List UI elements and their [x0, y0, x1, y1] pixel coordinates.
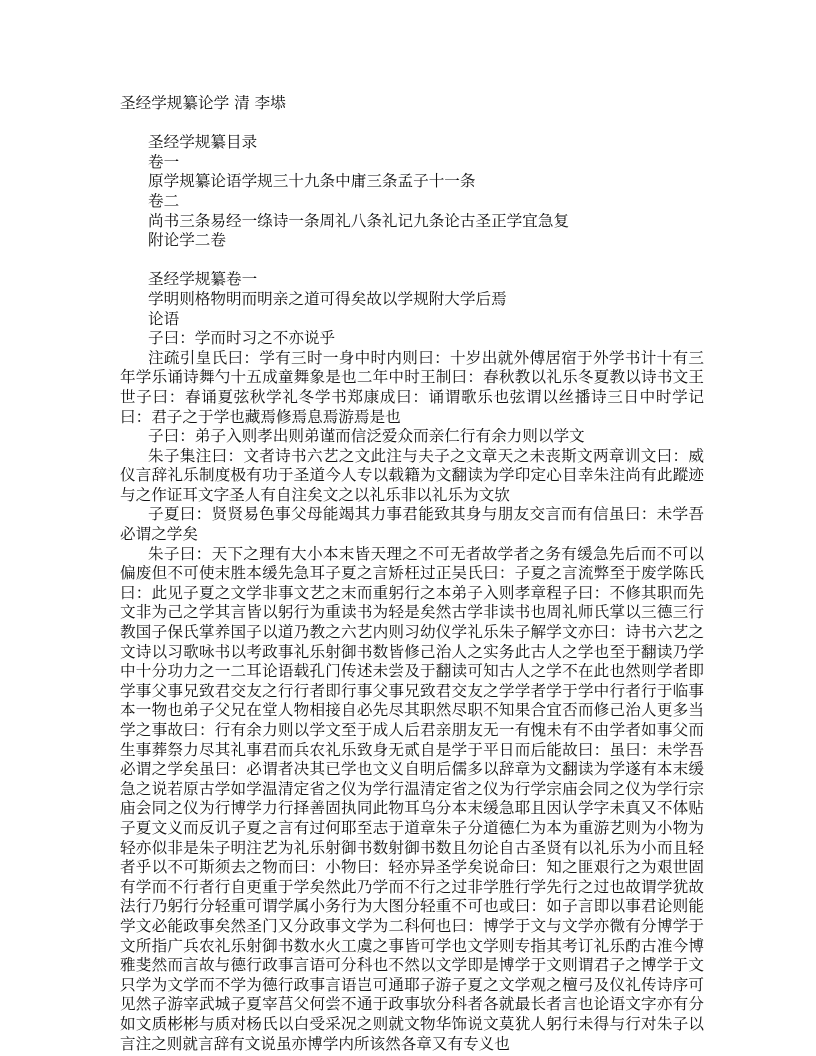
toc-line: 附论学二卷	[148, 231, 226, 250]
document-title: 圣经学规纂论学 清 李塨	[120, 94, 286, 112]
toc-line: 卷二	[148, 191, 180, 210]
volume-heading: 圣经学规纂卷一	[148, 270, 258, 289]
document-page	[120, 94, 704, 1054]
toc-line: 卷一	[148, 152, 180, 171]
paragraph: 子曰：学而时习之不亦说乎	[148, 329, 336, 348]
paragraph: 朱子曰：天下之理有大小本末皆天理之不可无者故学者之务有缓急先后而不可以偏废但不可使末胜本缓先急耳子夏之言矫枉过正吴氏曰：子夏之言流弊至于废学陈氏曰：此见子夏之文学非事文艺之末而重躬行之本弟子入则孝章程子曰：不修其职而先文非为己之学其言皆以躬行为重读书为轻是矣然古学非读书也周礼师氏掌以三德三行教国子保氏掌养国子以道乃教之六艺内则习幼仪学礼乐朱子解学文亦曰：诗书六艺之文诗以习歌咏书以考政事礼乐射御书数皆修己治人之实务此古人之学也至于翻读乃学中十分功力之一二耳论语载孔门传述未尝及于翻读可知古人之学不在此也然则学者即学事父事兄致君交友之行行者即行事父事兄致君交友之学学者学于学中行者行于临事本一物也弟子父兄在堂人物相接自必先尽其职然尽职不知果合宜否而修己治人更多当学之事故曰：行有余力则以学文至于成人后君亲朋友无一有愧未有不由学者如事父而生事葬祭力尽其礼事君而兵农礼乐致身无贰自是学于平日而后能故曰：虽曰：未学吾必谓之学矣虽曰：必谓者决其已学也文义自明后儒多以辞章为文翻读为学遂有本末缓急之说若原古学如学温清定省之仪为学行温清定省之仪为行学宗庙会同之仪为学行宗庙会同之仪为行博学力行择善固执同此物耳乌分本末缓急耶且因认学字未真又不体贴子夏文义而反讥子夏之言有过何耶至志于道章朱子分道德仁为本为重游艺则为小物为轻亦似非是朱子明注艺为礼乐射御书数射御书数且勿论自古圣贤有以礼乐为小而且轻者乎以不可斯须去之物而曰：小物曰：轻亦异圣学矣说命曰：知之匪艰行之为艰世固有学而不行者行自更重于学矣然此乃学而不行之过非学胜行学先行之过也故谓学犹故法行乃躬行分轻重可谓学属小务行为大图分轻重不可也或曰：如子言即以事君论则能学文必能政事矣然圣门又分政事文学为二科何也曰：博学于文与文学亦微有分博学于文所指广兵农礼乐射御书数水火工虞之事皆可学也文学则专指其考订礼乐酌古准今博雅斐然而言故与德行政事言语可分科也不然以文学即是博学于文则谓君子之博学于文只学为文学而不学为德行政事言语岂可通耶子游子夏之文学观之檀弓及仪礼传诗序可见然子游宰武城子夏宰莒父何尝不通于政事欤分科者各就最长者言也论语文字亦有分如文质彬彬与质对杨氏以白受采况之则就文物华饰说文莫犹人躬行未得与行对朱子以言注之则就言辞有文说虽亦博学内所该然各章又有专义也	[120, 544, 704, 1053]
toc-line: 原学规纂论语学规三十九条中庸三条孟子十一条	[148, 172, 476, 191]
toc-heading: 圣经学规纂目录	[148, 133, 258, 152]
spacer	[120, 114, 704, 134]
paragraph: 子夏曰：贤贤易色事父母能竭其力事君能致其身与朋友交言而有信虽曰：未学吾必谓之学矣	[120, 505, 704, 544]
spacer	[120, 251, 704, 271]
toc-line: 尚书三条易经一绦诗一条周礼八条礼记九条论古圣正学宜急复	[148, 211, 570, 230]
paragraph: 注疏引皇氏曰：学有三时一身中时内则曰：十岁出就外傅居宿于外学书计十有三年学乐诵诗舞勺十五成童舞象是也二年中时王制曰：春秋教以礼乐冬夏教以诗书文王世子曰：春诵夏弦秋学礼冬学书郑康成曰：诵谓歌乐也弦谓以丝播诗三日中时学记曰：君子之于学也藏焉修焉息焉游焉是也	[120, 348, 704, 426]
section-heading: 论语	[148, 309, 180, 328]
paragraph: 子曰：弟子入则孝出则弟谨而信泛爱众而亲仁行有余力则以学文	[148, 427, 585, 446]
volume-subheading: 学明则格物明而明亲之道可得矣故以学规附大学后焉	[148, 289, 507, 308]
paragraph: 朱子集注曰：文者诗书六艺之文此注与夫子之文章天之未丧斯文两章训文曰：威仪言辞礼乐制度极有功于圣道今人专以载籍为文翻读为学印定心目幸朱注尚有此蹤迹与之作证耳文字圣人有自注矣文之以礼乐非以礼乐为文欤	[120, 446, 704, 504]
